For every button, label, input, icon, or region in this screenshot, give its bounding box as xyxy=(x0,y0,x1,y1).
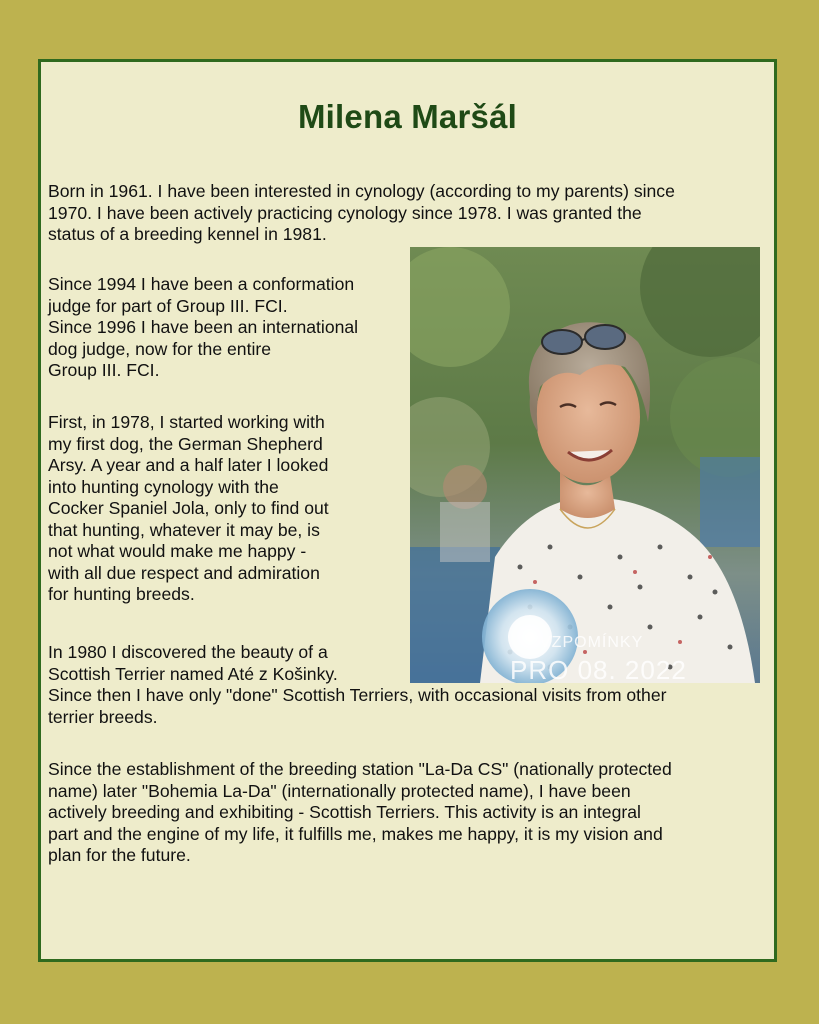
portrait-photo xyxy=(410,247,760,683)
text-line: status of a breeding kennel in 1981. xyxy=(48,224,327,244)
text-line: actively breeding and exhibiting - Scottish Terriers. This activity is an integral xyxy=(48,802,641,822)
text-line: Cocker Spaniel Jola, only to find out xyxy=(48,498,329,518)
paragraph-judge xyxy=(48,274,358,382)
text-line: plan for the future. xyxy=(48,845,191,865)
paragraph-breeding-station xyxy=(48,759,672,867)
text-line: part and the engine of my life, it fulfills me, makes me happy, it is my vision and xyxy=(48,823,663,844)
text-line: for hunting breeds. xyxy=(48,584,195,604)
text-line: First, in 1978, I started working with xyxy=(48,412,325,432)
paragraph-first-dogs xyxy=(48,412,329,606)
text-line: name) later "Bohemia La-Da" (internationally protected name), I have been xyxy=(48,780,631,801)
text-line: Arsy. A year and a half later I looked xyxy=(48,455,329,475)
text-line: Since 1994 I have been a conformation xyxy=(48,274,355,294)
text-line: Since 1996 I have been an international xyxy=(48,317,359,337)
text-line: terrier breeds. xyxy=(48,706,158,727)
text-line: not what would make me happy - xyxy=(48,541,307,561)
paragraph-birth xyxy=(48,181,675,246)
text-line: Group III. FCI. xyxy=(48,360,160,380)
text-line: 1970. I have been actively practicing cynology since 1978. I was granted the xyxy=(48,202,642,223)
text-line: into hunting cynology with the xyxy=(48,476,279,497)
text-line: dog judge, now for the entire xyxy=(48,338,272,359)
text-line: Since the establishment of the breeding station "La-Da CS" (nationally protected xyxy=(48,759,672,779)
text-line: Scottish Terrier named Até z Košinky. xyxy=(48,663,338,684)
text-line: judge for part of Group III. FCI. xyxy=(48,295,288,316)
page-title: Milena Maršál xyxy=(297,98,518,135)
text-line: Born in 1961. I have been interested in cynology (according to my parents) since xyxy=(48,181,675,201)
text-line: that hunting, whatever it may be, is xyxy=(48,519,320,540)
text-line: my first dog, the German Shepherd xyxy=(48,433,323,454)
watermark-text-1: VZPOMÍNKY xyxy=(540,634,644,651)
bio-panel xyxy=(38,59,777,962)
watermark-text-2: PRO 08. 2022 xyxy=(510,655,687,683)
text-line: In 1980 I discovered the beauty of a xyxy=(48,642,328,662)
text-line: Since then I have only "done" Scottish Terriers, with occasional visits from other xyxy=(48,685,667,705)
text-line: with all due respect and admiration xyxy=(48,562,320,583)
